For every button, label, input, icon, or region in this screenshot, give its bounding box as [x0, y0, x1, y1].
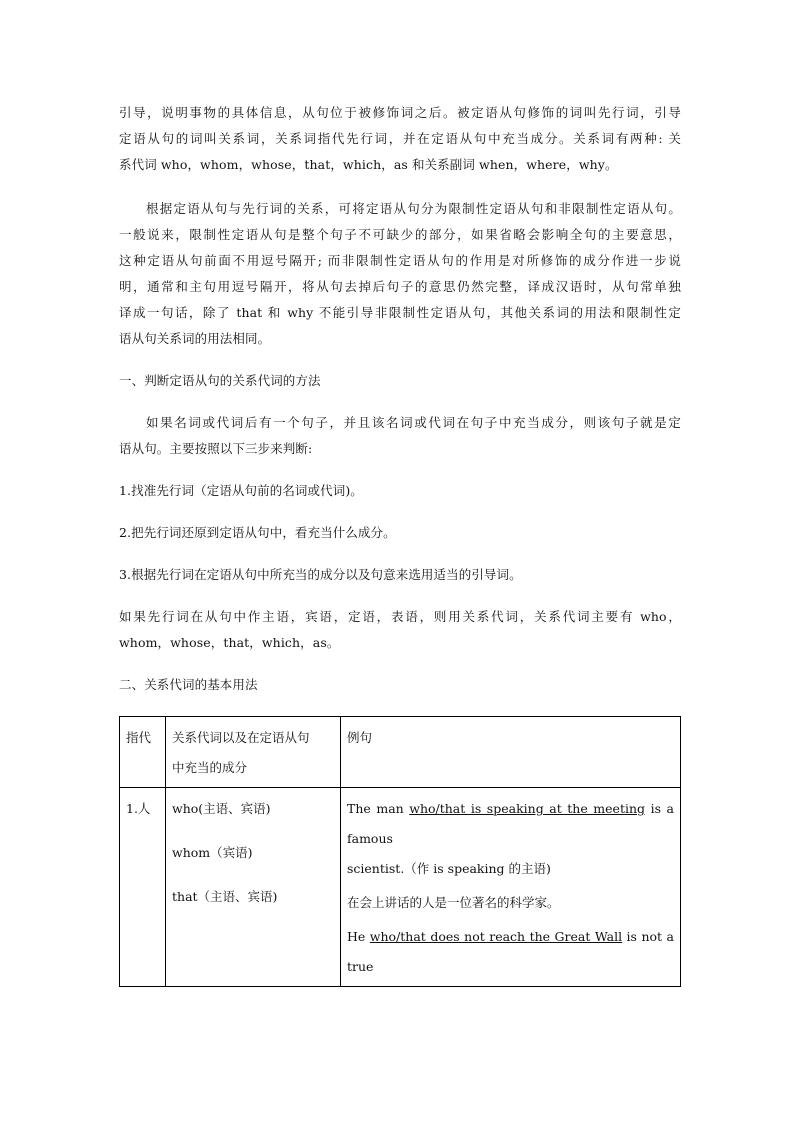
example-1-line-2: scientist.（作 is speaking 的主语) [347, 861, 551, 876]
para2-line-4: 明，通常和主句用逗号隔开，将从句去掉后句子的意思仍然完整，译成汉语时，从句常单独 [119, 279, 681, 294]
section-heading-1: 一、判断定语从句的关系代词的方法 [119, 373, 321, 388]
header-pronoun-role: 关系代词以及在定语从句 中充当的成分 [166, 717, 341, 788]
example-1-clause: who/that is speaking at the meeting [409, 801, 646, 816]
intro-line-1: 引导，说明事物的具体信息，从句位于被修饰词之后。被定语从句修饰的词叫先行词，引导 [119, 105, 681, 120]
intro-line-3: 系代词 who，whom，whose，that，which，as 和关系副词 when，where，why。 [119, 157, 618, 172]
row1-examples [341, 788, 681, 987]
step-1: 1.找准先行词（定语从句前的名词或代词)。 [119, 483, 363, 498]
para3-line-2: 语从句。主要按照以下三步来判断: [119, 441, 313, 456]
pronoun-that: that（主语、宾语) [172, 889, 278, 904]
example-2-line-1: He who/that does not reach the Great Wall is not a true [347, 929, 674, 974]
step-2: 2.把先行词还原到定语从句中，看充当什么成分。 [119, 525, 396, 540]
pronoun-who: who(主语、宾语) [172, 801, 271, 816]
table-header-row [120, 717, 681, 788]
relative-pronoun-table [119, 716, 681, 987]
para2-line-2: 一般说来，限制性定语从句是整个句子不可缺少的部分，如果省略会影响全句的主要意思， [119, 227, 681, 242]
intro-paragraph [119, 100, 681, 178]
translation-1: 在会上讲话的人是一位著名的科学家。 [347, 895, 560, 910]
table-row [120, 788, 681, 987]
document-page [119, 100, 681, 987]
example-2-clause: who/that does not reach the Great Wall [369, 929, 623, 944]
pronoun-whom: whom（宾语) [172, 845, 253, 860]
row1-pronouns [166, 788, 341, 987]
para2-line-6: 语从句关系词的用法相同。 [119, 331, 271, 346]
classification-paragraph [119, 196, 681, 352]
header-refer: 指代 [120, 717, 166, 788]
relative-pronoun-paragraph [119, 604, 681, 656]
section-heading-2: 二、关系代词的基本用法 [119, 677, 258, 692]
para2-line-1: 根据定语从句与先行词的关系，可将定语从句分为限制性定语从句和非限制性定语从句。 [146, 201, 681, 216]
para2-line-3: 这种定语从句前面不用逗号隔开; 而非限制性定语从句的作用是对所修饰的成分作进一步说 [119, 253, 681, 268]
para2-line-5: 译成一句话，除了 that 和 why 不能引导非限制性定语从句，其他关系词的用法和限制性定 [119, 305, 681, 320]
judgement-paragraph [119, 410, 681, 462]
para4-line-1: 如果先行词在从句中作主语，宾语，定语，表语，则用关系代词，关系代词主要有 who， [119, 609, 681, 624]
example-1-line-1: The man who/that is speaking at the meeting is a famous [347, 801, 675, 846]
para4-line-2: whom，whose，that，which，as。 [119, 635, 340, 650]
header-example: 例句 [341, 717, 681, 788]
para3-line-1: 如果名词或代词后有一个句子，并且该名词或代词在句子中充当成分，则该句子就是定 [146, 415, 681, 430]
step-3: 3.根据先行词在定语从句中所充当的成分以及句意来选用适当的引导词。 [119, 567, 522, 582]
row1-refer: 1.人 [120, 788, 166, 987]
intro-line-2: 定语从句的词叫关系词，关系词指代先行词，并在定语从句中充当成分。关系词有两种: 关 [119, 131, 681, 146]
